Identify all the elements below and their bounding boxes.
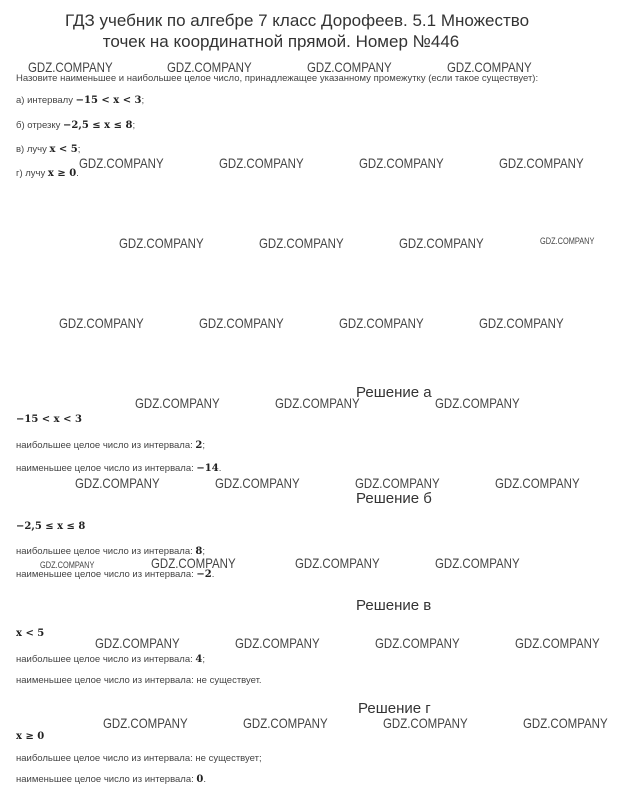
solution-a-max xyxy=(16,440,205,451)
watermark: GDZ.COMPANY xyxy=(435,395,520,411)
max-value: 4 xyxy=(195,654,203,665)
watermark: GDZ.COMPANY xyxy=(383,715,468,731)
task-item-end: ; xyxy=(77,144,81,155)
solution-b-expression: −2,5 ≤ x ≤ 8 xyxy=(16,521,86,532)
min-text: наименьшее целое число из интервала: не существует. xyxy=(16,675,262,686)
watermark: GDZ.COMPANY xyxy=(199,315,284,331)
task-item-end: . xyxy=(76,168,79,179)
min-end: . xyxy=(211,569,215,580)
watermark: GDZ.COMPANY xyxy=(375,635,460,651)
task-item-math: −2,5 ≤ x ≤ 8 xyxy=(63,120,133,131)
watermark: GDZ.COMPANY xyxy=(399,235,484,251)
min-value: −2 xyxy=(196,569,212,580)
task-item-math: x < 5 xyxy=(49,144,78,155)
task-item-end: ; xyxy=(141,95,145,106)
watermark: GDZ.COMPANY xyxy=(235,635,320,651)
max-end: ; xyxy=(202,654,206,665)
watermark: GDZ.COMPANY xyxy=(540,236,595,246)
watermark: GDZ.COMPANY xyxy=(275,395,360,411)
watermark: GDZ.COMPANY xyxy=(339,315,424,331)
watermark: GDZ.COMPANY xyxy=(119,235,204,251)
min-text: наименьшее целое число из интервала: xyxy=(16,774,197,785)
min-end: . xyxy=(218,463,222,474)
task-item-label: г) лучу xyxy=(16,168,48,179)
watermark: GDZ.COMPANY xyxy=(495,475,580,491)
solution-a-expression: −15 < x < 3 xyxy=(16,414,82,425)
task-intro: Назовите наименьшее и наибольшее целое число, принадлежащее указанному промежутку (если такое существует): xyxy=(16,73,539,84)
watermark: GDZ.COMPANY xyxy=(167,59,252,75)
watermark: GDZ.COMPANY xyxy=(28,59,113,75)
task-item-math: −15 < x < 3 xyxy=(75,95,142,106)
solution-d-max xyxy=(16,753,262,764)
watermark: GDZ.COMPANY xyxy=(515,635,600,651)
watermark: GDZ.COMPANY xyxy=(243,715,328,731)
solution-b-heading: Решение б xyxy=(356,490,432,507)
task-item-a xyxy=(16,95,144,106)
watermark: GDZ.COMPANY xyxy=(215,475,300,491)
solution-d-heading: Решение г xyxy=(358,700,431,717)
solution-d-expression: x ≥ 0 xyxy=(16,731,45,742)
max-value: 2 xyxy=(195,440,203,451)
max-end: ; xyxy=(202,440,206,451)
max-text: наибольшее целое число из интервала: xyxy=(16,654,196,665)
watermark: GDZ.COMPANY xyxy=(307,59,392,75)
page-title xyxy=(0,10,630,52)
task-item-d xyxy=(16,168,79,179)
watermark: GDZ.COMPANY xyxy=(259,235,344,251)
watermark: GDZ.COMPANY xyxy=(79,155,164,171)
max-text: наибольшее целое число из интервала: xyxy=(16,546,196,557)
task-item-c xyxy=(16,144,80,155)
watermark: GDZ.COMPANY xyxy=(479,315,564,331)
watermark: GDZ.COMPANY xyxy=(219,155,304,171)
title-line-2: точек на координатной прямой. Номер №446 xyxy=(102,32,460,51)
max-end: ; xyxy=(202,546,206,557)
solution-c-max xyxy=(16,654,205,665)
watermark: GDZ.COMPANY xyxy=(103,715,188,731)
watermark: GDZ.COMPANY xyxy=(135,395,220,411)
min-value: 0 xyxy=(196,774,204,785)
max-text: наибольшее целое число из интервала: не существует; xyxy=(16,753,262,764)
task-item-b xyxy=(16,120,135,131)
watermark: GDZ.COMPANY xyxy=(40,560,95,570)
solution-c-expression: x < 5 xyxy=(16,628,45,639)
task-item-math: x ≥ 0 xyxy=(47,168,77,179)
watermark: GDZ.COMPANY xyxy=(435,555,520,571)
watermark: GDZ.COMPANY xyxy=(355,475,440,491)
watermark: GDZ.COMPANY xyxy=(75,475,160,491)
max-text: наибольшее целое число из интервала: xyxy=(16,440,196,451)
min-text: наименьшее целое число из интервала: xyxy=(16,463,197,474)
watermark: GDZ.COMPANY xyxy=(523,715,608,731)
solution-d-min xyxy=(16,774,206,785)
solution-c-heading: Решение в xyxy=(356,597,432,614)
min-end: . xyxy=(203,774,207,785)
watermark: GDZ.COMPANY xyxy=(447,59,532,75)
solution-a-heading: Решение а xyxy=(356,384,432,401)
task-item-label: в) лучу xyxy=(16,144,50,155)
max-value: 8 xyxy=(195,546,203,557)
watermark: GDZ.COMPANY xyxy=(151,555,236,571)
min-text: наименьшее целое число из интервала: xyxy=(16,569,197,580)
task-item-end: ; xyxy=(132,120,136,131)
solution-c-min xyxy=(16,675,262,686)
watermark: GDZ.COMPANY xyxy=(359,155,444,171)
watermark: GDZ.COMPANY xyxy=(499,155,584,171)
watermark: GDZ.COMPANY xyxy=(59,315,144,331)
watermark: GDZ.COMPANY xyxy=(295,555,380,571)
watermark: GDZ.COMPANY xyxy=(95,635,180,651)
task-item-label: а) интервалу xyxy=(16,95,76,106)
solution-a-min xyxy=(16,463,221,474)
task-item-label: б) отрезку xyxy=(16,120,64,131)
title-line-1: ГДЗ учебник по алгебре 7 класс Дорофеев. 5.1 Множество xyxy=(64,11,530,30)
min-value: −14 xyxy=(196,463,219,474)
